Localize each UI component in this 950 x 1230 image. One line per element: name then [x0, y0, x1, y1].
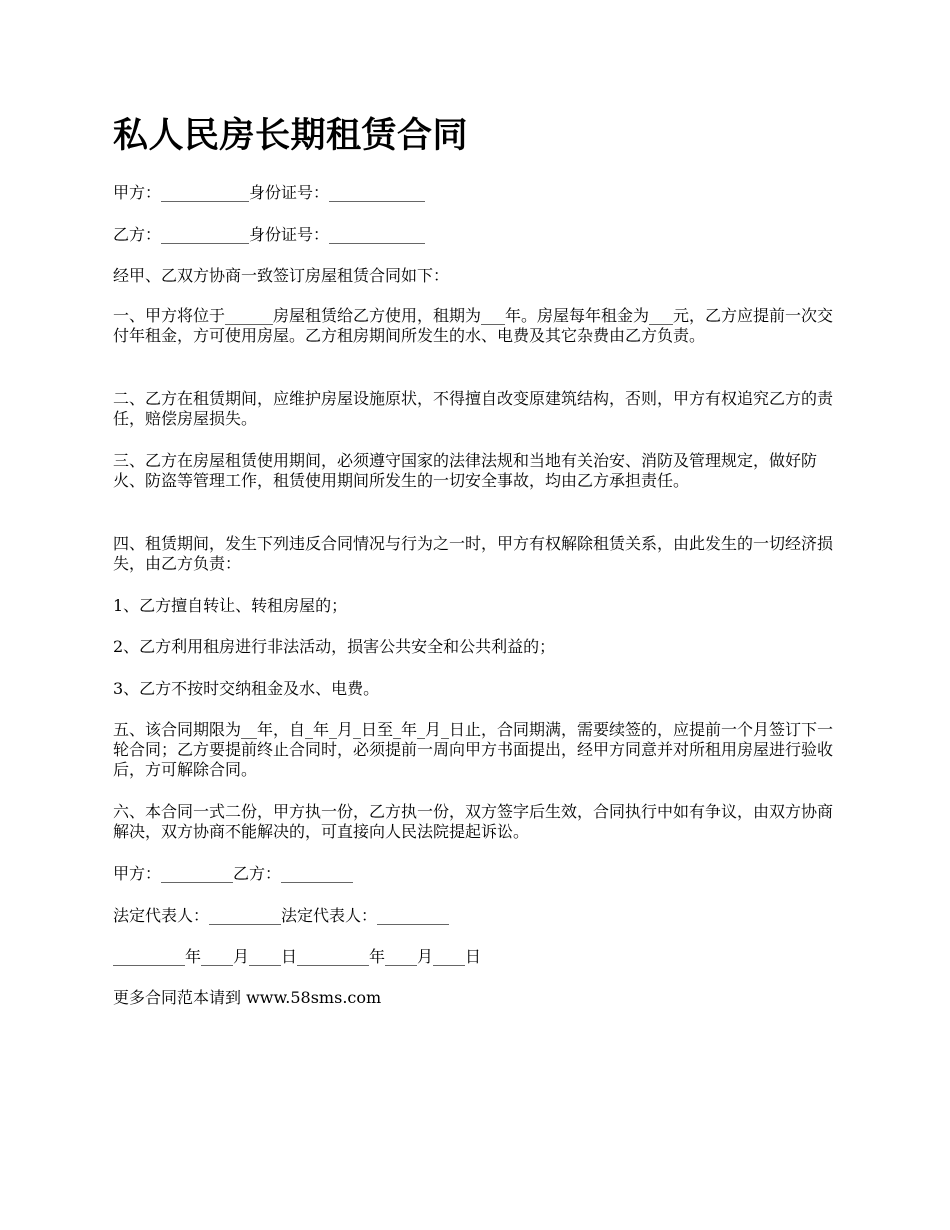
clause-2: 二、乙方在租赁期间，应维护房屋设施原状，不得擅自改变原建筑结构，否则，甲方有权追究乙方的责任，赔偿房屋损失。 [113, 389, 834, 428]
clause-4-item-3: 3、乙方不按时交纳租金及水、电费。 [113, 679, 380, 698]
clause-4-item-2: 2、乙方利用租房进行非法活动，损害公共安全和公共利益的； [113, 637, 556, 656]
clause-5: 五、该合同期限为__年，自_年_月_日至_年_月_日止，合同期满，需要续签的，应提前一个月签订下一轮合同；乙方要提前终止合同时，必须提前一周向甲方书面提出，经甲方同意并对所租用房屋进行验收后，方可解除合同。 [113, 720, 834, 779]
contract-intro: 经甲、乙双方协商一致签订房屋租赁合同如下： [113, 266, 450, 285]
contract-title: 私人民房长期租赁合同 [113, 116, 469, 156]
signature-dates: _________年____月____日_________年____月____日 [113, 947, 482, 966]
signature-parties: 甲方：_________乙方：_________ [113, 864, 354, 883]
clause-6: 六、本合同一式二份，甲方执一份，乙方执一份，双方签字后生效，合同执行中如有争议，由双方协商解决，双方协商不能解决的，可直接向人民法院提起诉讼。 [113, 802, 834, 841]
clause-3: 三、乙方在房屋租赁使用期间，必须遵守国家的法律法规和当地有关治安、消防及管理规定，做好防火、防盗等管理工作，租赁使用期间所发生的一切安全事故，均由乙方承担责任。 [113, 451, 818, 490]
footer-note: 更多合同范本请到 www.58sms.com [113, 988, 382, 1007]
clause-1: 一、甲方将位于______房屋租赁给乙方使用，租期为___年。房屋每年租金为___元，乙方应提前一次交付年租金，方可使用房屋。乙方租房期间所发生的水、电费及其它杂费由乙方负责。 [113, 306, 834, 345]
clause-4: 四、租赁期间，发生下列违反合同情况与行为之一时，甲方有权解除租赁关系，由此发生的一切经济损失，由乙方负责： [113, 534, 834, 573]
signature-representatives: 法定代表人：_________法定代表人：_________ [113, 906, 450, 925]
clause-4-item-1: 1、乙方擅自转让、转租房屋的； [113, 596, 348, 615]
party-b-line: 乙方：___________身份证号：____________ [113, 225, 426, 244]
party-a-line: 甲方：___________身份证号：____________ [113, 183, 426, 202]
